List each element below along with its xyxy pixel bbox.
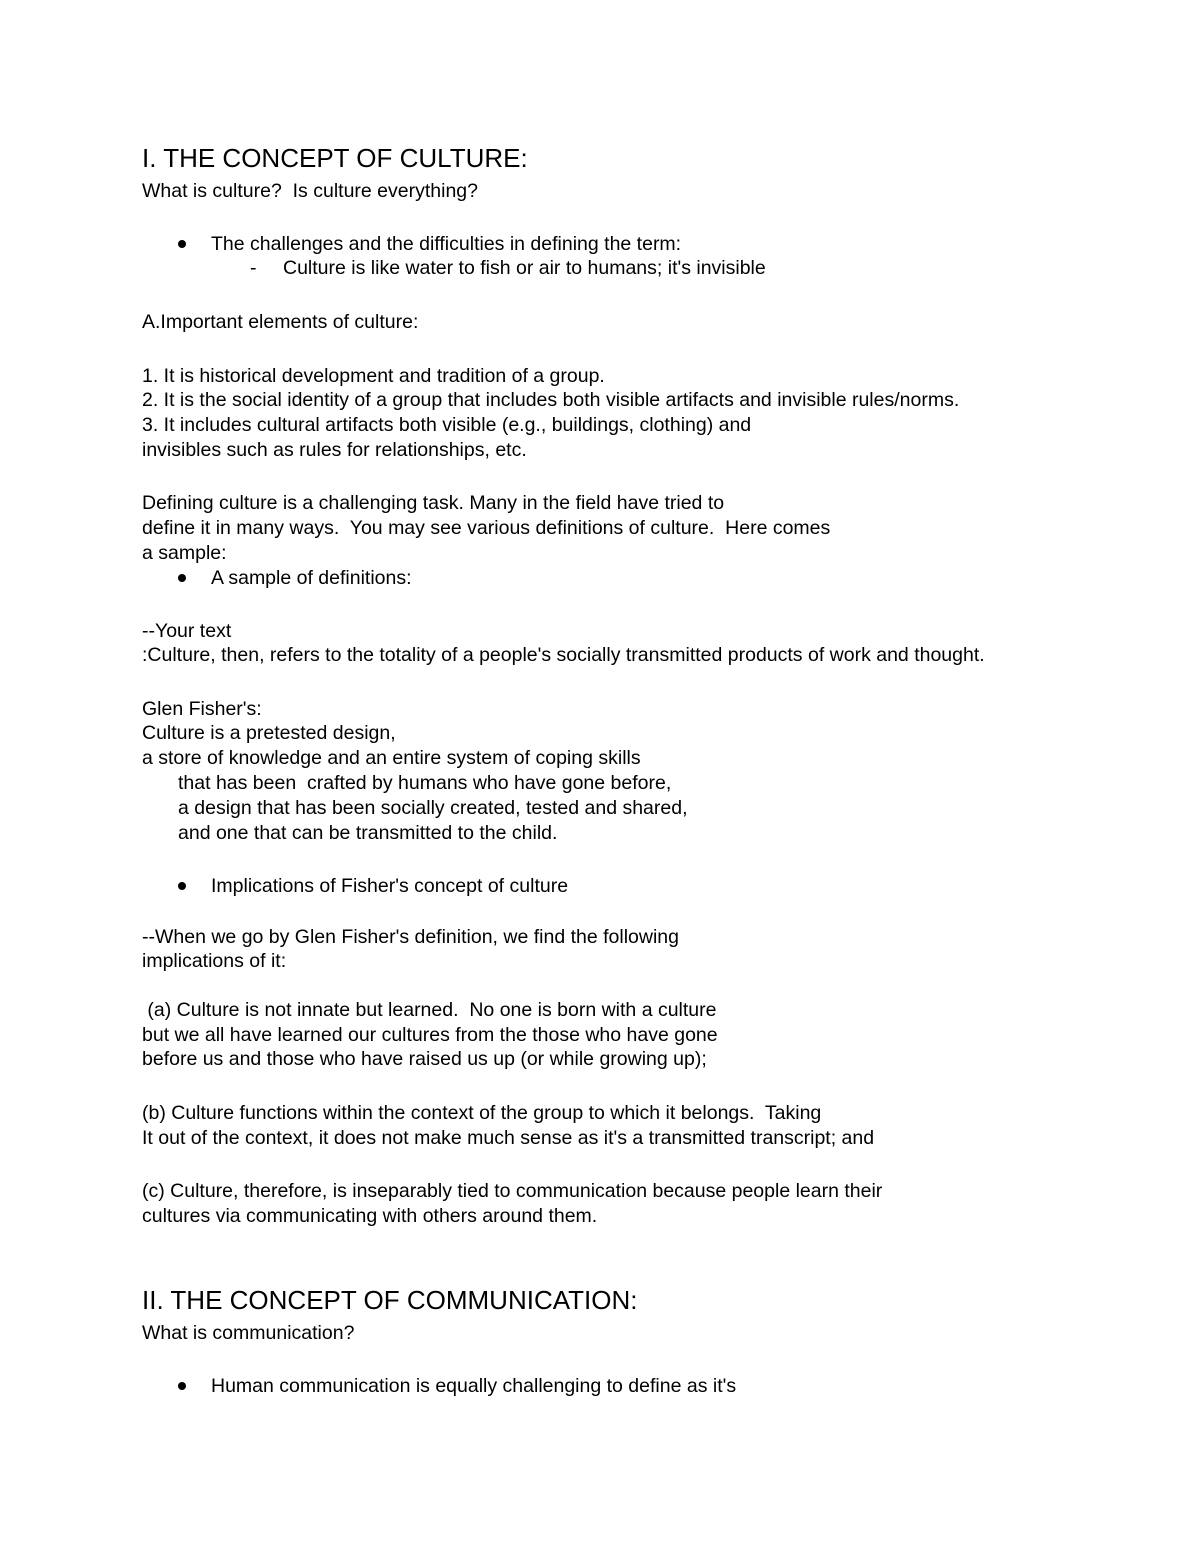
bullet-human-communication: Human communication is equally challenging to define as it's: [211, 1375, 737, 1397]
fisher-definition-line: Culture is a pretested design,: [142, 722, 396, 744]
implication-a-line: (a) Culture is not innate but learned. No one is born with a culture: [142, 999, 717, 1021]
implication-a-line: but we all have learned our cultures from the those who have gone: [142, 1024, 718, 1046]
your-text-line: --Your text: [142, 620, 232, 642]
implication-b-line: (b) Culture functions within the context of the group to which it belongs. Taking: [142, 1102, 822, 1124]
implication-c-line: (c) Culture, therefore, is inseparably tied to communication because people learn their: [142, 1180, 883, 1202]
defining-paragraph: Defining culture is a challenging task. Many in the field have tried to: [142, 492, 725, 514]
bullet-dot-icon: [178, 574, 186, 582]
element-item: 3. It includes cultural artifacts both visible (e.g., buildings, clothing) and: [142, 414, 752, 436]
fisher-indented-line: that has been crafted by humans who have gone before,: [178, 772, 672, 794]
fisher-indented-line: a design that has been socially created, tested and shared,: [178, 797, 688, 819]
section-1-heading: I. THE CONCEPT OF CULTURE:: [142, 143, 528, 173]
defining-paragraph: define it in many ways. You may see various definitions of culture. Here comes: [142, 517, 831, 539]
implication-c-line: cultures via communicating with others around them.: [142, 1205, 598, 1227]
elements-heading: A.Important elements of culture:: [142, 311, 419, 333]
bullet-challenges: The challenges and the difficulties in defining the term:: [211, 233, 682, 255]
bullet-dot-icon: [178, 240, 186, 248]
fisher-definition-line: a store of knowledge and an entire system of coping skills: [142, 747, 641, 769]
fisher-indented-line: and one that can be transmitted to the child.: [178, 822, 558, 844]
element-item: 1. It is historical development and tradition of a group.: [142, 365, 605, 387]
bullet-dot-icon: [178, 882, 186, 890]
your-text-line: :Culture, then, refers to the totality of a people's socially transmitted products of work and thought.: [142, 644, 985, 666]
section-1-question: What is culture? Is culture everything?: [142, 180, 478, 202]
implications-intro: --When we go by Glen Fisher's definition, we find the following: [142, 926, 679, 948]
defining-paragraph: a sample:: [142, 542, 227, 564]
element-item: 2. It is the social identity of a group that includes both visible artifacts and invisible rules/norms.: [142, 389, 960, 411]
implication-b-line: It out of the context, it does not make much sense as it's a transmitted transcript; and: [142, 1127, 875, 1149]
implications-intro: implications of it:: [142, 950, 287, 972]
fisher-definition-line: Glen Fisher's:: [142, 698, 262, 720]
element-item: invisibles such as rules for relationships, etc.: [142, 439, 527, 461]
dash-marker: -: [250, 257, 257, 279]
bullet-dot-icon: [178, 1382, 186, 1390]
bullet-implications: Implications of Fisher's concept of culture: [211, 875, 569, 897]
section-2-heading: II. THE CONCEPT OF COMMUNICATION:: [142, 1285, 638, 1315]
sub-bullet-invisible: Culture is like water to fish or air to humans; it's invisible: [283, 257, 766, 279]
implication-a-line: before us and those who have raised us up (or while growing up);: [142, 1048, 707, 1070]
section-2-question: What is communication?: [142, 1322, 355, 1344]
bullet-sample-definitions: A sample of definitions:: [211, 567, 412, 589]
